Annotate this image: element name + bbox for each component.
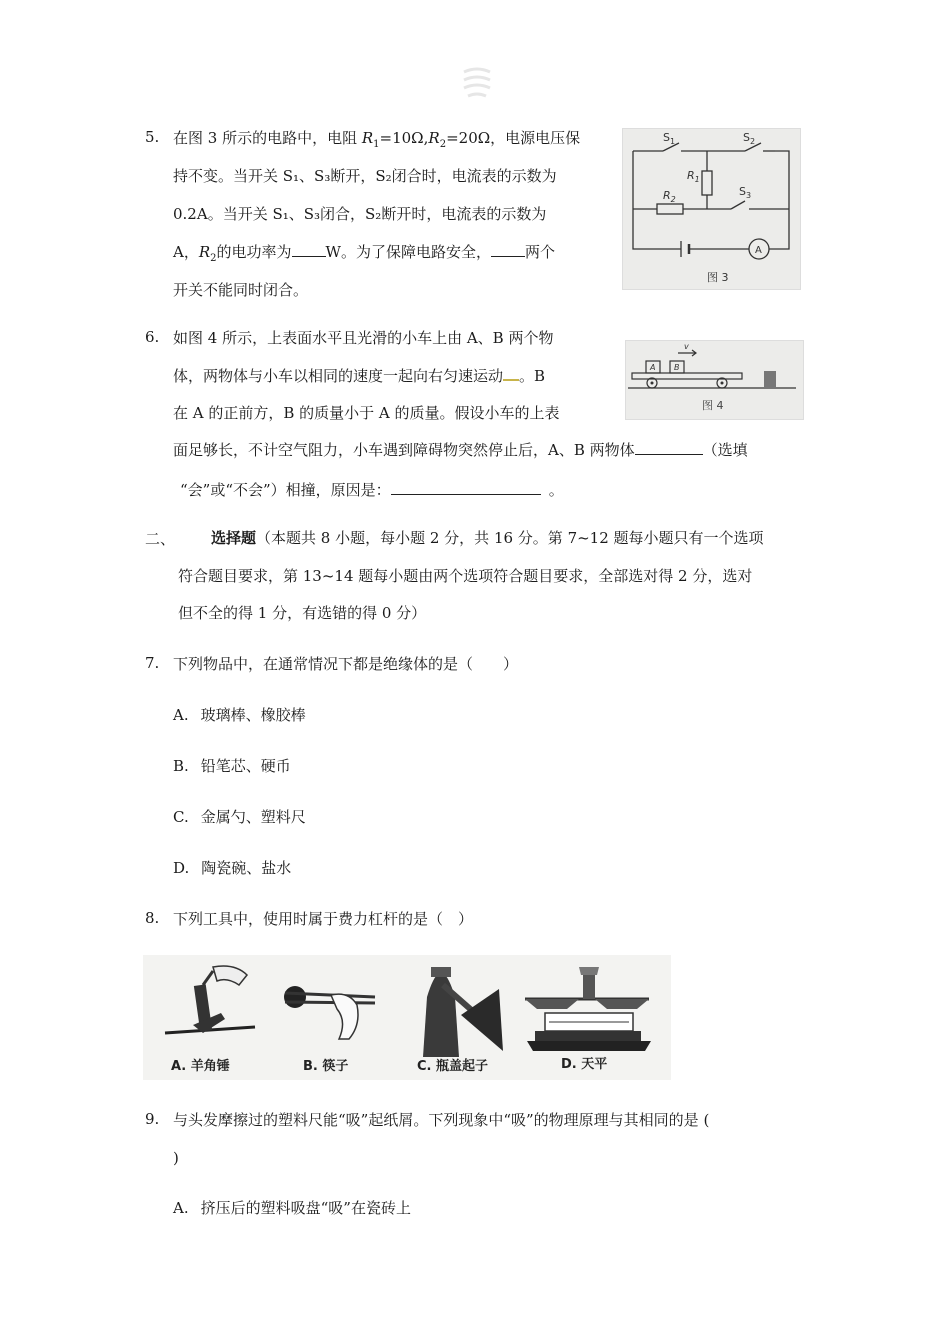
subscript: 1 (373, 139, 380, 150)
tool-label-c[interactable]: C. 瓶盖起子 (417, 1059, 489, 1074)
text-run: 的电功率为 (216, 243, 292, 261)
circuit-figure (622, 128, 801, 290)
text-run: 。B (519, 367, 546, 385)
section-line (211, 528, 764, 548)
text-run: 两个 (524, 243, 555, 261)
figure-caption: 图 4 (702, 399, 724, 412)
block-b-label: B (674, 363, 680, 372)
question-line (173, 366, 545, 386)
subscript: 2 (439, 139, 447, 150)
bottle-opener-icon (423, 967, 503, 1057)
section-number: 二、 (145, 530, 176, 548)
option-text: 挤压后的塑料吸盘“吸”在瓷砖上 (200, 1199, 411, 1217)
text-run: 体，两物体与小车以相同的速度一起向右匀速运动 (173, 367, 504, 385)
claw-hammer-icon (165, 966, 255, 1033)
cart-diagram (626, 341, 803, 419)
text-run: A， (173, 243, 199, 261)
chopsticks-icon (284, 986, 375, 1039)
option-b[interactable] (173, 756, 291, 776)
text-run: 在图 3 所示的电路中，电阻 (173, 129, 362, 147)
figure-caption: 图 3 (707, 271, 729, 284)
section-title: 选择题 (211, 529, 257, 547)
question-number: 9. (145, 1110, 160, 1128)
obstacle (764, 371, 776, 388)
text-run: “会”或“不会”）相撞，原因是： (180, 481, 391, 499)
option-label: A. (173, 706, 189, 724)
tool-label-d[interactable]: D. 天平 (561, 1057, 608, 1072)
r2-symbol: R (428, 129, 440, 147)
r1-label: $R_1$ (687, 169, 700, 184)
text-run: （本题共 8 小题，每小题 2 分，共 16 分。第 7~12 题每小题只有一个选项 (256, 529, 764, 547)
option-text: 玻璃棒、橡胶棒 (200, 706, 306, 724)
option-text: 金属勺、塑料尺 (200, 808, 306, 826)
question-line: 持不变。当开关 S₁、S₃断开，S₂闭合时，电流表的示数为 (173, 167, 557, 185)
text-run: （选填 (702, 441, 748, 459)
option-text: 铅笔芯、硬币 (200, 757, 291, 775)
option-label: D. (173, 859, 190, 877)
question-number: 7. (145, 654, 160, 672)
question-line: 如图 4 所示，上表面水平且光滑的小车上由 A、B 两个物 (173, 329, 554, 347)
question-stem: ) (173, 1149, 179, 1167)
text-run: 。 (548, 481, 564, 499)
question-number: 6. (145, 328, 160, 346)
subscript: 2 (210, 253, 217, 264)
answer-blank[interactable] (391, 480, 541, 495)
highlight-mark (503, 367, 519, 381)
tools-figure (143, 955, 671, 1080)
question-line (173, 440, 748, 460)
tool-label-a[interactable]: A. 羊角锤 (171, 1059, 230, 1074)
option-label: B. (173, 757, 189, 775)
question-stem: 与头发摩擦过的塑料尺能“吸”起纸屑。下列现象中“吸”的物理原理与其相同的是 ( (173, 1111, 710, 1129)
option-a[interactable] (173, 705, 306, 725)
r2-label: $R_2$ (663, 189, 676, 204)
option-a[interactable] (173, 1198, 411, 1218)
question-number: 8. (145, 909, 160, 927)
text-run: W。为了保障电路安全， (325, 243, 491, 261)
question-line (173, 128, 580, 155)
answer-blank[interactable] (292, 242, 326, 257)
text-run: =10Ω, (379, 129, 429, 147)
ammeter-label: A (755, 245, 762, 256)
option-text: 陶瓷碗、盐水 (201, 859, 292, 877)
option-d[interactable] (173, 858, 291, 878)
answer-blank[interactable] (635, 440, 703, 455)
velocity-label: v (684, 342, 689, 351)
cart-figure (625, 340, 804, 420)
header-watermark (460, 62, 494, 102)
option-label: A. (173, 1199, 189, 1217)
r1-symbol: R (361, 129, 374, 147)
option-c[interactable] (173, 807, 306, 827)
s1-label: $S_1$ (663, 131, 676, 146)
text-run: =20Ω，电源电压保 (446, 129, 581, 147)
block-a-label: A (650, 363, 656, 372)
balance-scale-icon (525, 967, 651, 1051)
section-line: 但不全的得 1 分，有选错的得 0 分） (178, 604, 427, 622)
section-line: 符合题目要求，第 13~14 题每小题由两个选项符合题目要求，全部选对得 2 分，选对 (178, 567, 753, 585)
question-stem: 下列物品中，在通常情况下都是绝缘体的是（ ） (173, 655, 519, 673)
s3-label: $S_3$ (739, 185, 752, 200)
question-line: 开关不能同时闭合。 (173, 281, 309, 299)
s2-label: $S_2$ (743, 131, 756, 146)
tool-label-b[interactable]: B. 筷子 (303, 1059, 349, 1074)
question-line (173, 242, 555, 269)
question-line (180, 480, 564, 500)
r2-symbol: R (198, 243, 211, 261)
question-line: 在 A 的正前方，B 的质量小于 A 的质量。假设小车的上表 (173, 404, 560, 422)
text-run: 面足够长，不计空气阻力，小车遇到障碍物突然停止后，A、B 两物体 (173, 441, 635, 459)
circuit-diagram (623, 129, 800, 289)
question-number: 5. (145, 128, 160, 146)
question-stem: 下列工具中，使用时属于费力杠杆的是（ ） (173, 910, 474, 928)
answer-blank[interactable] (491, 242, 525, 257)
question-line: 0.2A。当开关 S₁、S₃闭合，S₂断开时，电流表的示数为 (173, 205, 547, 223)
option-label: C. (173, 808, 189, 826)
